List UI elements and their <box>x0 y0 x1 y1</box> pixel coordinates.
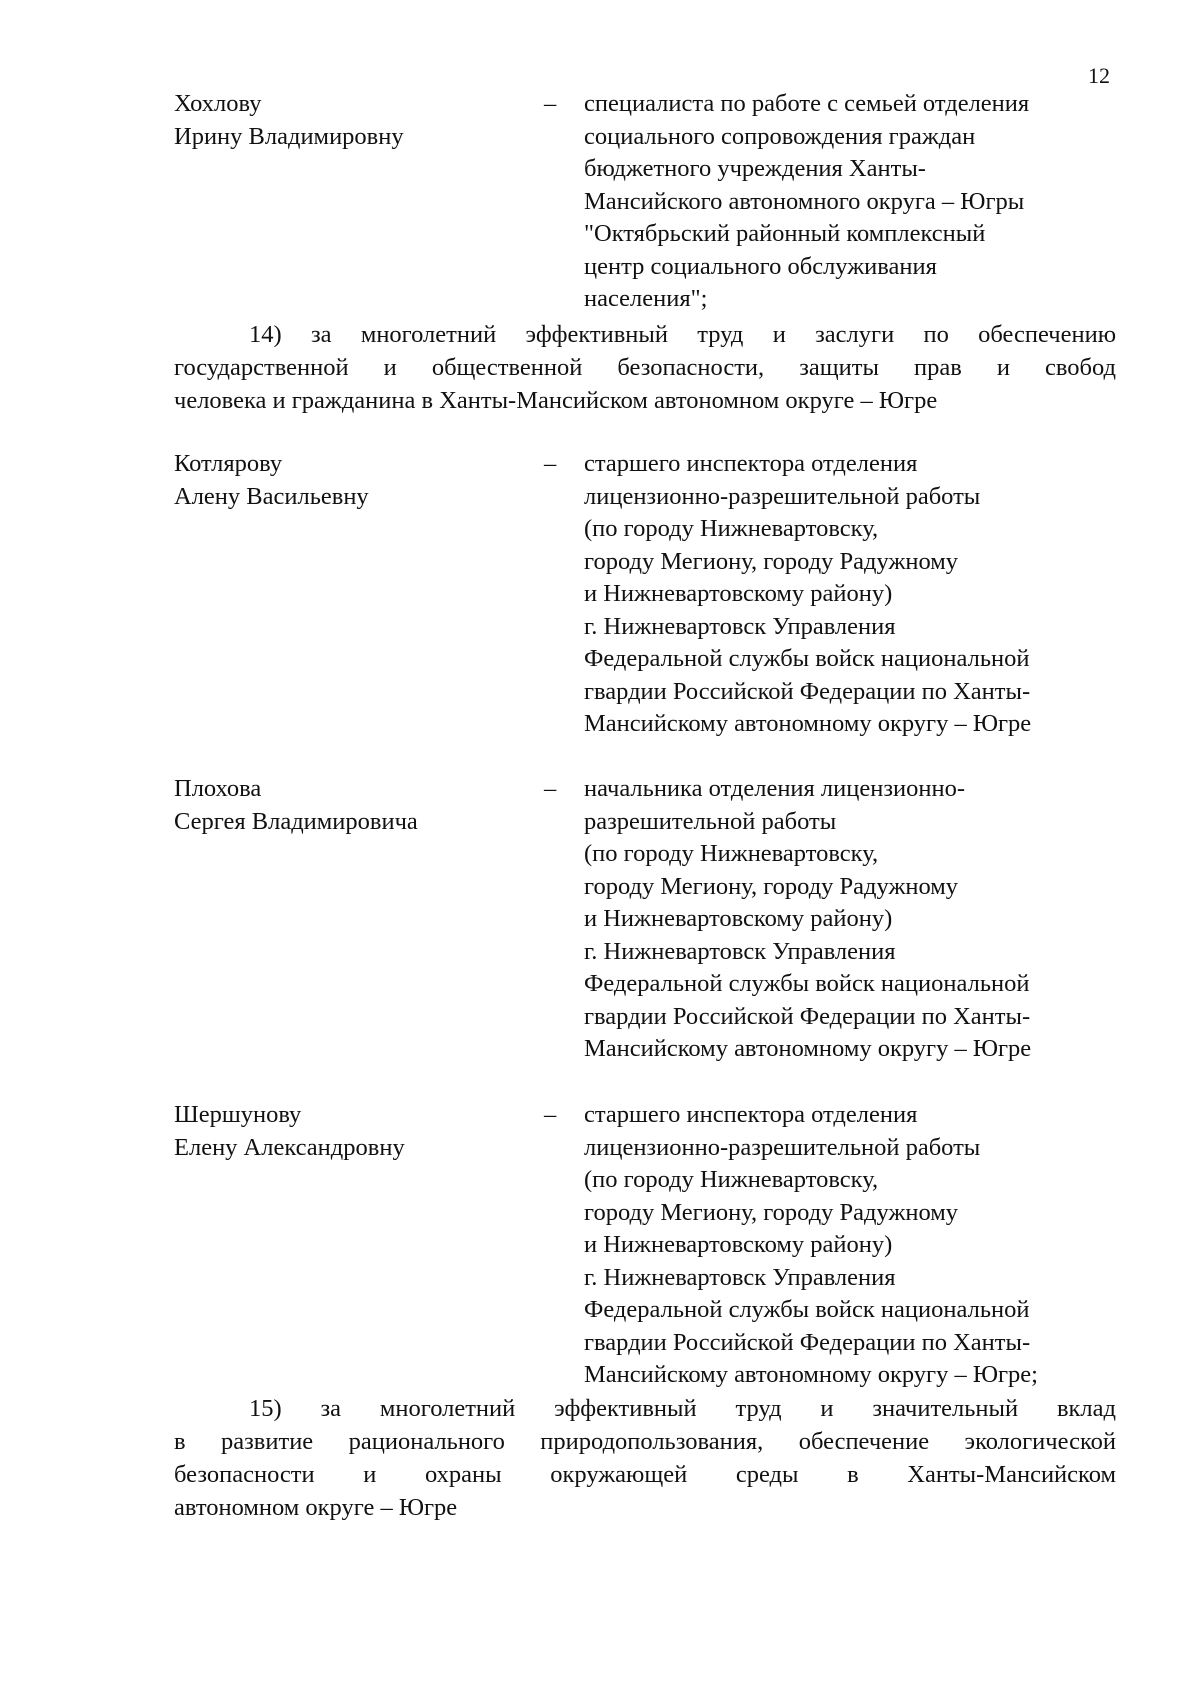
page-number: 12 <box>1088 63 1110 88</box>
award-category-paragraph <box>174 318 1116 417</box>
position-line: городу Мегиону, городу Радужному <box>584 547 959 575</box>
recipient-name-line: Ирину Владимировну <box>174 122 404 150</box>
entry-dash: – <box>544 450 557 477</box>
position-line: Мансийскому автономному округу – Югре <box>584 710 1032 737</box>
position-line: Федеральной службы войск национальной <box>584 645 1030 672</box>
position-line: г. Нижневартовск Управления <box>584 612 896 640</box>
paragraph-line: безопасности и охраны окружающей среды в Ханты-Мансийском <box>174 1461 1116 1488</box>
position-line: гвардии Российской Федерации по Ханты- <box>584 677 1031 705</box>
entry-dash: – <box>544 1101 557 1128</box>
position-line: гвардии Российской Федерации по Ханты- <box>584 1328 1031 1356</box>
position-line: и Нижневартовскому району) <box>584 1231 893 1258</box>
position-line: и Нижневартовскому району) <box>584 905 893 932</box>
entry-dash: – <box>544 90 557 117</box>
recipient-name <box>174 1099 534 1164</box>
position-line: социального сопровождения граждан <box>584 122 976 150</box>
position-line: г. Нижневартовск Управления <box>584 937 896 965</box>
award-category-paragraph <box>174 1392 1116 1524</box>
position-line: старшего инспектора отделения <box>584 1101 918 1128</box>
position-line: лицензионно-разрешительной работы <box>584 1133 981 1161</box>
position-line: разрешительной работы <box>584 807 837 835</box>
position-line: старшего инспектора отделения <box>584 450 918 477</box>
position-line: (по городу Нижневартовску, <box>584 840 879 867</box>
position-line: начальника отделения лицензионно- <box>584 775 966 802</box>
position-line: "Октябрьский районный комплексный <box>584 220 986 247</box>
position-line: (по городу Нижневартовску, <box>584 1166 879 1193</box>
recipient-position <box>584 1099 1124 1392</box>
position-line: Федеральной службы войск национальной <box>584 970 1030 997</box>
recipient-name-line: Плохова <box>174 775 262 802</box>
position-line: населения"; <box>584 285 708 312</box>
recipient-name-line: Сергея Владимировича <box>174 807 418 835</box>
position-line: и Нижневартовскому району) <box>584 580 893 607</box>
paragraph-line: 15) за многолетний эффективный труд и значительный вклад <box>249 1395 1116 1422</box>
recipient-name <box>174 773 534 838</box>
position-line: Федеральной службы войск национальной <box>584 1296 1030 1323</box>
paragraph-line: автономном округе – Югре <box>174 1494 458 1521</box>
recipient-name-line: Елену Александровну <box>174 1133 405 1161</box>
recipient-name-line: Шершунову <box>174 1101 302 1128</box>
paragraph-line: человека и гражданина в Ханты-Мансийском автономном округе – Югре <box>174 387 938 414</box>
position-line: бюджетного учреждения Ханты- <box>584 155 926 182</box>
position-line: специалиста по работе с семьей отделения <box>584 90 1030 117</box>
position-line: Мансийскому автономному округу – Югре; <box>584 1361 1038 1388</box>
recipient-position <box>584 773 1124 1066</box>
position-line: центр социального обслуживания <box>584 252 937 280</box>
position-line: Мансийского автономного округа – Югры <box>584 187 1025 215</box>
recipient-name-line: Котлярову <box>174 450 283 477</box>
position-line: гвардии Российской Федерации по Ханты- <box>584 1002 1031 1030</box>
position-line: городу Мегиону, городу Радужному <box>584 872 959 900</box>
recipient-name-line: Алену Васильевну <box>174 482 369 510</box>
recipient-position <box>584 88 1124 316</box>
position-line: г. Нижневартовск Управления <box>584 1263 896 1291</box>
recipient-name-line: Хохлову <box>174 90 262 117</box>
entry-dash: – <box>544 775 557 802</box>
paragraph-line: государственной и общественной безопасности, защиты прав и свобод <box>174 354 1116 381</box>
position-line: (по городу Нижневартовску, <box>584 515 879 542</box>
position-line: городу Мегиону, городу Радужному <box>584 1198 959 1226</box>
recipient-position <box>584 448 1124 741</box>
recipient-name <box>174 448 534 513</box>
recipient-name <box>174 88 534 153</box>
paragraph-line: 14) за многолетний эффективный труд и заслуги по обеспечению <box>249 321 1116 348</box>
paragraph-line: в развитие рационального природопользования, обеспечение экологической <box>174 1428 1116 1455</box>
position-line: лицензионно-разрешительной работы <box>584 482 981 510</box>
position-line: Мансийскому автономному округу – Югре <box>584 1035 1032 1062</box>
